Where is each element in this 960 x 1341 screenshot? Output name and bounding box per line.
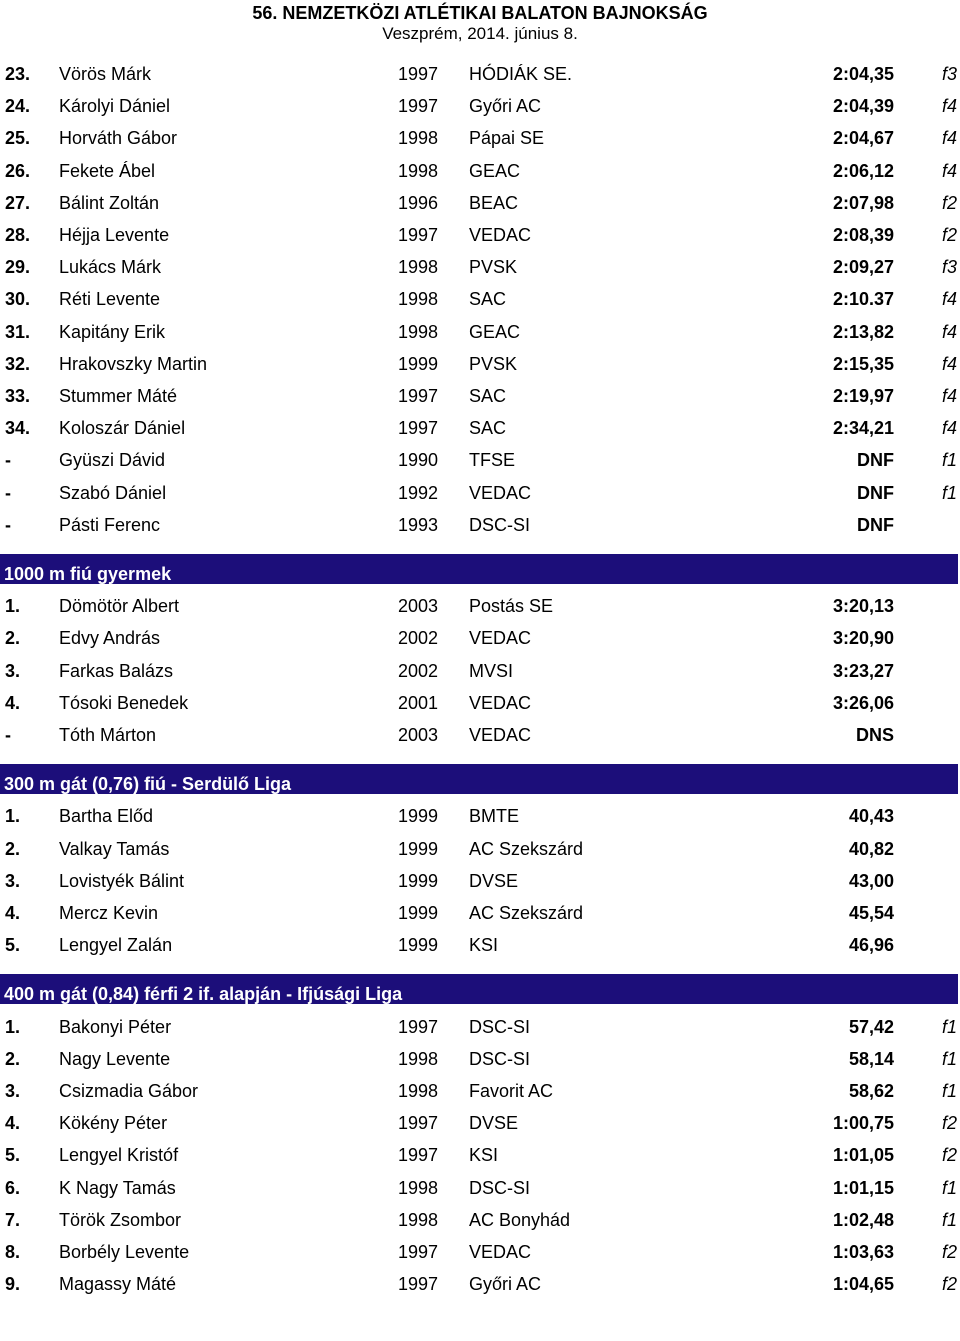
result-rank: 25.: [5, 128, 31, 149]
heat-note: f4: [941, 353, 957, 374]
birth-year: 1998: [398, 1048, 439, 1069]
result-row: [0, 354, 960, 384]
heat-note: f1: [941, 1016, 957, 1037]
birth-year: 1998: [398, 1209, 439, 1230]
result-rank: 1.: [5, 806, 21, 827]
birth-year: 1997: [398, 418, 439, 439]
club-name: DSC-SI: [469, 1048, 531, 1069]
heat-note: f1: [941, 1081, 957, 1101]
result-time: 2:04,35: [832, 64, 894, 84]
result-row: [0, 661, 960, 691]
result-row: [0, 1242, 960, 1272]
birth-year: 1998: [398, 128, 439, 149]
athlete-name: Réti Levente: [59, 289, 161, 310]
result-row: [0, 806, 960, 836]
athlete-name: Vörös Márk: [59, 64, 152, 84]
result-rank: 3.: [5, 1081, 21, 1101]
result-time: 2:04,67: [832, 128, 894, 149]
club-name: GEAC: [469, 321, 521, 342]
athlete-name: Hrakovszky Martin: [59, 353, 208, 374]
result-time: DNS: [855, 725, 894, 745]
section-title: 400 m gát (0,84) férfi 2 if. alapján - Ifjúsági Liga: [4, 984, 403, 1005]
heat-note: f4: [941, 160, 957, 181]
club-name: KSI: [469, 1145, 499, 1166]
club-name: SAC: [469, 386, 507, 406]
result-time: 2:07,98: [832, 192, 894, 213]
birth-year: 1999: [398, 903, 439, 923]
result-row: [0, 1145, 960, 1175]
birth-year: 1998: [398, 289, 439, 310]
birth-year: 1997: [398, 1274, 439, 1295]
result-row: [0, 483, 960, 513]
result-rank: 2.: [5, 1048, 21, 1069]
birth-year: 1997: [398, 1113, 439, 1134]
club-name: VEDAC: [469, 225, 532, 245]
athlete-name: Farkas Balázs: [59, 660, 174, 681]
birth-year: 1999: [398, 353, 439, 374]
club-name: GEAC: [469, 160, 521, 181]
club-name: Pápai SE: [469, 128, 545, 149]
athlete-name: Valkay Tamás: [59, 838, 170, 859]
athlete-name: Mercz Kevin: [59, 903, 159, 923]
athlete-name: Horváth Gábor: [59, 128, 178, 149]
club-name: VEDAC: [469, 482, 532, 503]
result-row: [0, 725, 960, 755]
result-row: [0, 1178, 960, 1208]
result-time: 46,96: [848, 935, 894, 956]
birth-year: 1999: [398, 806, 439, 827]
heat-note: f4: [941, 128, 957, 149]
club-name: Győri AC: [469, 96, 542, 117]
section-header: [0, 554, 958, 584]
result-row: [0, 96, 960, 126]
club-name: TFSE: [469, 450, 516, 471]
athlete-name: Szabó Dániel: [59, 482, 167, 503]
club-name: SAC: [469, 418, 507, 439]
heat-note: f2: [941, 225, 957, 245]
club-name: AC Szekszárd: [469, 838, 584, 859]
result-time: DNF: [857, 450, 894, 471]
birth-year: 1997: [398, 1145, 439, 1166]
heat-note: f2: [941, 1113, 957, 1134]
athlete-name: Borbély Levente: [59, 1242, 190, 1262]
section-header: [0, 764, 958, 794]
athlete-name: Koloszár Dániel: [59, 418, 186, 439]
athlete-name: Gyüszi Dávid: [59, 450, 166, 471]
birth-year: 1996: [398, 192, 439, 213]
result-rank: 1.: [5, 1016, 21, 1037]
heat-note: f1: [941, 450, 957, 471]
heat-note: f4: [941, 321, 957, 342]
result-row: [0, 628, 960, 658]
birth-year: 1998: [398, 160, 439, 181]
club-name: AC Szekszárd: [469, 903, 584, 923]
section-title: 1000 m fiú gyermek: [4, 564, 172, 584]
athlete-name: Károlyi Dániel: [59, 96, 171, 117]
result-time: 40,43: [848, 806, 894, 827]
heat-note: f2: [941, 1274, 957, 1295]
heat-note: f4: [941, 289, 957, 310]
club-name: PVSK: [469, 353, 518, 374]
result-row: [0, 450, 960, 480]
birth-year: 1997: [398, 64, 439, 84]
result-rank: 4.: [5, 903, 21, 923]
club-name: BMTE: [469, 806, 520, 827]
result-time: 3:26,06: [832, 692, 894, 713]
heat-note: f1: [941, 1209, 957, 1230]
result-row: [0, 1017, 960, 1047]
page-title: 56. NEMZETKÖZI ATLÉTIKAI BALATON BAJNOKSÁG: [252, 3, 708, 23]
result-time: 1:04,65: [832, 1274, 894, 1295]
club-name: DVSE: [469, 1113, 519, 1134]
birth-year: 1997: [398, 1016, 439, 1037]
athlete-name: Bartha Előd: [59, 806, 154, 827]
birth-year: 2002: [398, 628, 439, 649]
result-rank: 4.: [5, 692, 21, 713]
club-name: VEDAC: [469, 692, 532, 713]
athlete-name: Magassy Máté: [59, 1274, 177, 1295]
result-row: [0, 1210, 960, 1240]
club-name: Postás SE: [469, 596, 554, 617]
athlete-name: Bakonyi Péter: [59, 1016, 172, 1037]
athlete-name: Bálint Zoltán: [59, 192, 160, 213]
birth-year: 1997: [398, 96, 439, 117]
club-name: DSC-SI: [469, 1177, 531, 1198]
result-rank: -: [5, 514, 11, 535]
result-rank: 28.: [5, 225, 31, 245]
result-time: 1:02,48: [832, 1209, 894, 1230]
birth-year: 2001: [398, 692, 439, 713]
birth-year: 1993: [398, 514, 439, 535]
result-rank: 6.: [5, 1177, 21, 1198]
section-header: [0, 974, 958, 1004]
athlete-name: Kökény Péter: [59, 1113, 168, 1134]
result-row: [0, 903, 960, 933]
result-time: 1:01,05: [832, 1145, 894, 1166]
result-time: 2:15,35: [832, 353, 894, 374]
result-rank: 29.: [5, 257, 31, 278]
result-rank: 8.: [5, 1242, 21, 1262]
birth-year: 2002: [398, 660, 439, 681]
result-row: [0, 871, 960, 901]
result-time: 2:09,27: [832, 257, 894, 278]
result-row: [0, 1113, 960, 1143]
birth-year: 2003: [398, 725, 439, 745]
result-rank: 31.: [5, 321, 31, 342]
result-row: [0, 386, 960, 416]
result-rank: 34.: [5, 418, 31, 439]
athlete-name: Lovistyék Bálint: [59, 870, 185, 891]
result-row: [0, 693, 960, 723]
club-name: DSC-SI: [469, 514, 531, 535]
athlete-name: Dömötör Albert: [59, 596, 180, 617]
result-rank: 3.: [5, 660, 21, 681]
result-time: 1:01,15: [832, 1177, 894, 1198]
result-time: 1:00,75: [832, 1113, 894, 1134]
result-rank: 30.: [5, 289, 31, 310]
result-rank: 27.: [5, 192, 31, 213]
result-time: 3:23,27: [832, 660, 894, 681]
result-time: DNF: [857, 514, 894, 535]
result-rank: 7.: [5, 1209, 21, 1230]
athlete-name: Török Zsombor: [59, 1209, 182, 1230]
birth-year: 1997: [398, 1242, 439, 1262]
athlete-name: Héjja Levente: [59, 225, 170, 245]
birth-year: 1992: [398, 482, 439, 503]
athlete-name: Lengyel Kristóf: [59, 1145, 179, 1166]
result-time: 2:10.37: [832, 289, 894, 310]
heat-note: f4: [941, 418, 957, 439]
result-time: 2:19,97: [832, 386, 894, 406]
club-name: HÓDIÁK SE.: [469, 64, 573, 84]
result-rank: 2.: [5, 628, 21, 649]
result-time: 57,42: [848, 1016, 894, 1037]
athlete-name: Fekete Ábel: [59, 160, 156, 181]
club-name: VEDAC: [469, 1242, 532, 1262]
result-time: 40,82: [848, 838, 894, 859]
result-row: [0, 418, 960, 448]
athlete-name: K Nagy Tamás: [59, 1177, 176, 1198]
athlete-name: Edvy András: [59, 628, 161, 649]
heat-note: f1: [941, 1177, 957, 1198]
club-name: VEDAC: [469, 725, 532, 745]
page-subtitle: Veszprém, 2014. június 8.: [382, 24, 578, 43]
birth-year: 1999: [398, 935, 439, 956]
result-time: 2:08,39: [832, 225, 894, 245]
birth-year: 1997: [398, 225, 439, 245]
club-name: DSC-SI: [469, 1016, 531, 1037]
result-row: [0, 1274, 960, 1304]
result-time: 43,00: [848, 870, 894, 891]
result-rank: 26.: [5, 160, 31, 181]
result-row: [0, 1049, 960, 1079]
heat-note: f1: [941, 482, 957, 503]
result-rank: 9.: [5, 1274, 21, 1295]
birth-year: 1998: [398, 257, 439, 278]
athlete-name: Pásti Ferenc: [59, 514, 161, 535]
result-row: [0, 322, 960, 352]
result-time: 2:13,82: [832, 321, 894, 342]
result-row: [0, 596, 960, 626]
result-rank: 33.: [5, 386, 31, 406]
result-row: [0, 161, 960, 191]
result-rank: 32.: [5, 353, 31, 374]
birth-year: 1999: [398, 870, 439, 891]
birth-year: 1990: [398, 450, 439, 471]
result-row: [0, 193, 960, 223]
club-name: BEAC: [469, 192, 519, 213]
heat-note: f2: [941, 1145, 957, 1166]
athlete-name: Nagy Levente: [59, 1048, 171, 1069]
club-name: KSI: [469, 935, 499, 956]
result-time: 1:03,63: [832, 1242, 894, 1262]
result-row: [0, 1081, 960, 1111]
result-time: 45,54: [848, 903, 894, 923]
result-time: 2:06,12: [832, 160, 894, 181]
result-time: 2:04,39: [832, 96, 894, 117]
athlete-name: Csizmadia Gábor: [59, 1081, 199, 1101]
athlete-name: Lukács Márk: [59, 257, 162, 278]
birth-year: 1998: [398, 1081, 439, 1101]
result-time: 58,62: [848, 1081, 894, 1101]
result-row: [0, 257, 960, 287]
club-name: AC Bonyhád: [469, 1209, 571, 1230]
result-rank: 5.: [5, 1145, 21, 1166]
athlete-name: Tóth Márton: [59, 725, 157, 745]
result-rank: 24.: [5, 96, 31, 117]
result-rank: 2.: [5, 838, 21, 859]
birth-year: 1999: [398, 838, 439, 859]
club-name: VEDAC: [469, 628, 532, 649]
result-time: 3:20,13: [832, 596, 894, 617]
athlete-name: Kapitány Erik: [59, 321, 166, 342]
result-row: [0, 935, 960, 965]
result-rank: -: [5, 725, 11, 745]
result-rank: 1.: [5, 596, 21, 617]
athlete-name: Lengyel Zalán: [59, 935, 173, 956]
result-time: 58,14: [848, 1048, 894, 1069]
club-name: SAC: [469, 289, 507, 310]
club-name: Győri AC: [469, 1274, 542, 1295]
result-row: [0, 515, 960, 545]
athlete-name: Stummer Máté: [59, 386, 178, 406]
result-rank: -: [5, 450, 11, 471]
result-row: [0, 839, 960, 869]
result-rank: -: [5, 482, 11, 503]
result-row: [0, 64, 960, 94]
birth-year: 2003: [398, 596, 439, 617]
birth-year: 1997: [398, 386, 439, 406]
heat-note: f2: [941, 1242, 957, 1262]
section-title: 300 m gát (0,76) fiú - Serdülő Liga: [4, 774, 292, 795]
result-row: [0, 225, 960, 255]
heat-note: f2: [941, 192, 957, 213]
heat-note: f3: [941, 257, 957, 278]
result-row: [0, 289, 960, 319]
result-time: 3:20,90: [832, 628, 894, 649]
birth-year: 1998: [398, 1177, 439, 1198]
heat-note: f4: [941, 386, 957, 406]
result-time: DNF: [857, 482, 894, 503]
result-time: 2:34,21: [832, 418, 894, 439]
club-name: Favorit AC: [469, 1081, 554, 1101]
result-rank: 4.: [5, 1113, 21, 1134]
club-name: PVSK: [469, 257, 518, 278]
athlete-name: Tósoki Benedek: [59, 692, 189, 713]
club-name: DVSE: [469, 870, 519, 891]
result-rank: 3.: [5, 870, 21, 891]
heat-note: f1: [941, 1048, 957, 1069]
birth-year: 1998: [398, 321, 439, 342]
result-rank: 5.: [5, 935, 21, 956]
result-row: [0, 128, 960, 158]
heat-note: f3: [941, 64, 957, 84]
club-name: MVSI: [469, 660, 514, 681]
result-rank: 23.: [5, 64, 31, 84]
heat-note: f4: [941, 96, 957, 117]
